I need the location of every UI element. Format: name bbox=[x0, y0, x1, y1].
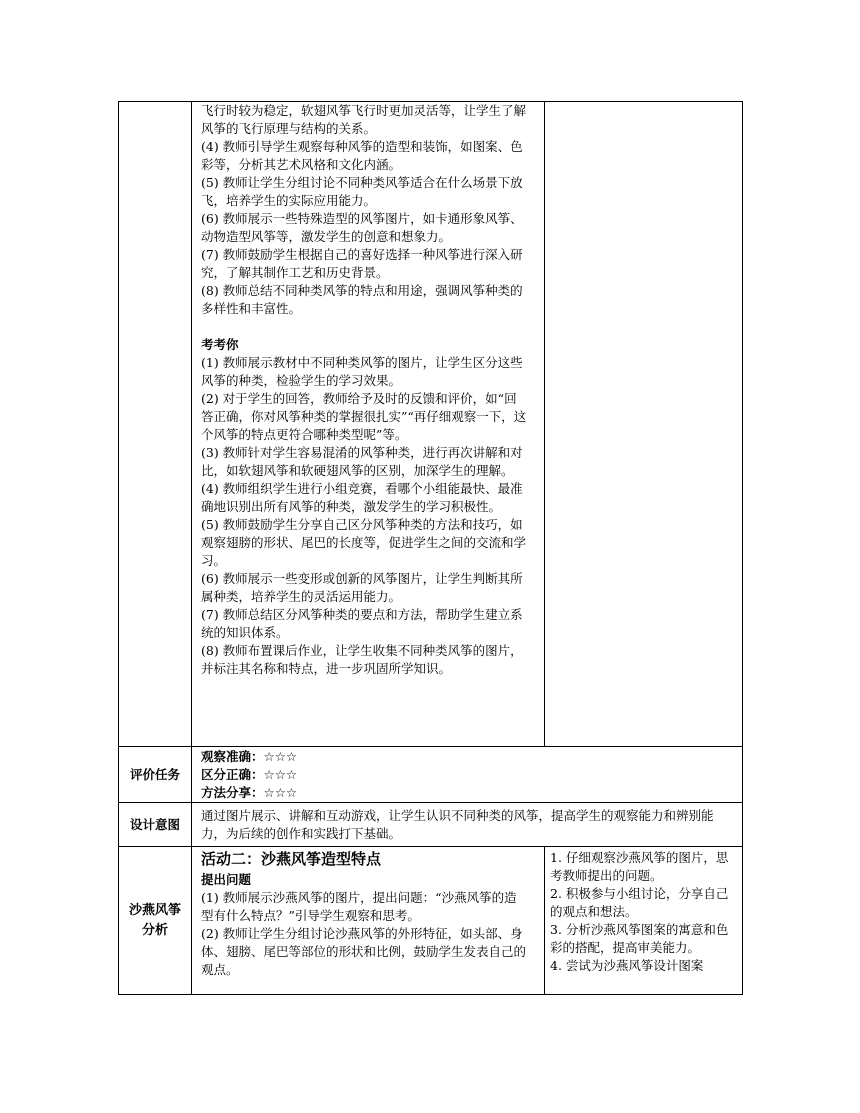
evaluation-name: 方法分享： bbox=[201, 785, 264, 800]
lesson-plan-table bbox=[118, 101, 743, 995]
evaluation-row bbox=[119, 747, 743, 803]
quiz-line: (3) 教师针对学生容易混淆的风筝种类，进行再次讲解和对比，如软翅风筝和软硬翅风筝的区别，加深学生的理解。 bbox=[201, 445, 523, 478]
evaluation-stars: ☆☆☆ bbox=[263, 785, 298, 800]
quiz-line: (8) 教师布置课后作业，让学生收集不同种类风筝的图片，并标注其名称和特点，进一步巩固所学知识。 bbox=[201, 643, 523, 676]
activity2-title: 活动二：沙燕风筝造型特点 bbox=[201, 850, 382, 868]
evaluation-item bbox=[201, 748, 726, 766]
content-line: (4) 教师引导学生观察每种风筝的造型和装饰，如图案、色彩等，分析其艺术风格和文化内涵。 bbox=[201, 139, 523, 172]
quiz-line: (4) 教师组织学生进行小组竞赛，看哪个小组能最快、最准确地识别出所有风筝的种类，激发学生的学习积极性。 bbox=[201, 481, 523, 514]
quiz-line: (7) 教师总结区分风筝种类的要点和方法，帮助学生建立系统的知识体系。 bbox=[201, 607, 523, 640]
quiz-line: (6) 教师展示一些变形或创新的风筝图片，让学生判断其所属种类，培养学生的灵活运用能力。 bbox=[201, 571, 523, 604]
activity2-subheading: 提出问题 bbox=[201, 872, 252, 887]
design-text: 通过图片展示、讲解和互动游戏，让学生认识不同种类的风筝，提高学生的观察能力和辨别能力，为后续的创作和实践打下基础。 bbox=[201, 808, 714, 841]
student-line: 2. 积极参与小组讨论，分享自己的观点和想法。 bbox=[550, 886, 729, 919]
evaluation-stars: ☆☆☆ bbox=[263, 749, 298, 764]
quiz-line: (2) 对于学生的回答，教师给予及时的反馈和评价，如“回答正确，你对风筝种类的掌握很扎实”“再仔细观察一下，这个风筝的特点更符合哪种类型呢”等。 bbox=[201, 391, 527, 442]
evaluation-item bbox=[201, 766, 726, 784]
activity2-row bbox=[119, 847, 743, 995]
activity-student-cell bbox=[545, 102, 743, 747]
content-line: (5) 教师让学生分组讨论不同种类风筝适合在什么场景下放飞，培养学生的实际应用能力。 bbox=[201, 175, 523, 208]
activity-label-cell bbox=[119, 102, 192, 747]
quiz-line: (1) 教师展示教材中不同种类风筝的图片，让学生区分这些风筝的种类，检验学生的学习效果。 bbox=[201, 355, 523, 388]
evaluation-label: 评价任务 bbox=[119, 747, 192, 803]
activity2-line: (2) 教师让学生分组讨论沙燕风筝的外形特征，如头部、身体、翅膀、尾巴等部位的形状和比例，鼓励学生发表自己的观点。 bbox=[201, 926, 527, 977]
activity2-label bbox=[119, 847, 192, 995]
content-line: (7) 教师鼓励学生根据自己的喜好选择一种风筝进行深入研究，了解其制作工艺和历史背景。 bbox=[201, 247, 523, 280]
activity2-student-cell bbox=[545, 847, 743, 995]
quiz-line: (5) 教师鼓励学生分享自己区分风筝种类的方法和技巧，如观察翅膀的形状、尾巴的长度等，促进学生之间的交流和学习。 bbox=[201, 517, 527, 568]
design-row bbox=[119, 803, 743, 847]
evaluation-name: 观察准确： bbox=[201, 749, 264, 764]
design-cell bbox=[192, 803, 743, 847]
design-label: 设计意图 bbox=[119, 803, 192, 847]
evaluation-stars: ☆☆☆ bbox=[263, 767, 298, 782]
activity2-content-cell bbox=[192, 847, 545, 995]
evaluation-name: 区分正确： bbox=[201, 767, 264, 782]
activity2-line: (1) 教师展示沙燕风筝的图片，提出问题：“沙燕风筝的造型有什么特点？”引导学生观察和思考。 bbox=[201, 890, 517, 923]
activity2-label-line: 分析 bbox=[141, 922, 168, 938]
student-line: 4. 尝试为沙燕风筝设计图案 bbox=[550, 958, 704, 973]
student-line: 1. 仔细观察沙燕风筝的图片，思考教师提出的问题。 bbox=[550, 850, 729, 883]
evaluation-item bbox=[201, 784, 726, 802]
student-line: 3. 分析沙燕风筝图案的寓意和色彩的搭配，提高审美能力。 bbox=[550, 922, 729, 955]
activity2-label-line: 沙燕风筝 bbox=[128, 902, 181, 918]
quiz-heading: 考考你 bbox=[201, 337, 239, 352]
content-line: (6) 教师展示一些特殊造型的风筝图片，如卡通形象风筝、动物造型风筝等，激发学生的创意和想象力。 bbox=[201, 211, 523, 244]
content-line: (8) 教师总结不同种类风筝的特点和用途，强调风筝种类的多样性和丰富性。 bbox=[201, 283, 523, 316]
content-line: 飞行时较为稳定，软翅风筝飞行时更加灵活等，让学生了解风筝的飞行原理与结构的关系。 bbox=[201, 103, 527, 136]
activity-row bbox=[119, 102, 743, 747]
evaluation-cell bbox=[192, 747, 743, 803]
activity-content-cell bbox=[192, 102, 545, 747]
